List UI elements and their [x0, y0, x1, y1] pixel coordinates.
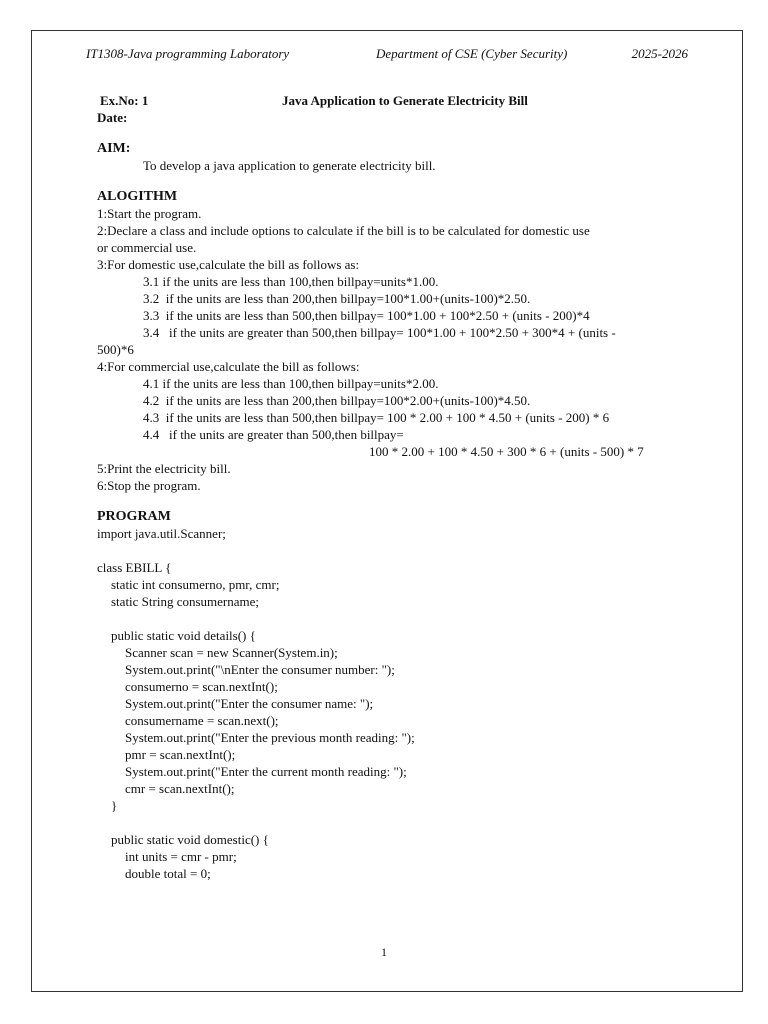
code-line: public static void details() { — [111, 628, 256, 643]
code-line: System.out.print("Enter the previous month reading: "); — [125, 730, 415, 745]
experiment-number: Ex.No: 1 — [100, 93, 149, 108]
code-line: System.out.print("Enter the current month reading: "); — [125, 764, 407, 779]
algorithm-heading: ALOGITHM — [97, 189, 178, 204]
code-line: int units = cmr - pmr; — [125, 849, 237, 864]
code-line — [97, 814, 677, 831]
program-heading: PROGRAM — [97, 509, 171, 524]
algorithm-step: or commercial use. — [97, 240, 197, 255]
code-line: System.out.print("\nEnter the consumer number: "); — [125, 662, 395, 677]
algorithm-substep: 4.4 if the units are greater than 500,then billpay= — [143, 427, 404, 442]
code-line: double total = 0; — [125, 866, 211, 881]
algorithm-substep: 3.1 if the units are less than 100,then billpay=units*1.00. — [143, 274, 439, 289]
page-header — [86, 46, 688, 64]
code-line: System.out.print("Enter the consumer name: "); — [125, 696, 374, 711]
date-label: Date: — [97, 110, 128, 125]
code-line: public static void domestic() { — [111, 832, 269, 847]
header-department: Department of CSE (Cyber Security) — [376, 46, 568, 61]
algorithm-step: 1:Start the program. — [97, 206, 202, 221]
experiment-title-row — [97, 92, 677, 109]
code-line: static String consumername; — [111, 594, 260, 609]
algorithm-substep: 4.3 if the units are less than 500,then billpay= 100 * 2.00 + 100 * 4.50 + (units - 200) * 6 — [143, 410, 610, 425]
algorithm-substep: 3.4 if the units are greater than 500,then billpay= 100*1.00 + 100*2.50 + 300*4 + (units - — [143, 325, 616, 340]
code-line: static int consumerno, pmr, cmr; — [111, 577, 280, 592]
algorithm-substep: 3.3 if the units are less than 500,then billpay= 100*1.00 + 100*2.50 + (units - 200)*4 — [143, 308, 590, 323]
code-line — [97, 610, 677, 627]
code-line: Scanner scan = new Scanner(System.in); — [125, 645, 338, 660]
algorithm-step: 5:Print the electricity bill. — [97, 461, 231, 476]
code-line: consumerno = scan.nextInt(); — [125, 679, 278, 694]
code-line: import java.util.Scanner; — [97, 526, 226, 541]
algorithm-substep: 3.2 if the units are less than 200,then billpay=100*1.00+(units-100)*2.50. — [143, 291, 531, 306]
header-course: IT1308-Java programming Laboratory — [86, 46, 290, 61]
algorithm-substep: 4.1 if the units are less than 100,then billpay=units*2.00. — [143, 376, 439, 391]
code-line: consumername = scan.next(); — [125, 713, 279, 728]
algorithm-substep: 100 * 2.00 + 100 * 4.50 + 300 * 6 + (units - 500) * 7 — [369, 444, 644, 459]
aim-heading: AIM: — [97, 141, 131, 156]
code-line: pmr = scan.nextInt(); — [125, 747, 236, 762]
code-line: class EBILL { — [97, 560, 172, 575]
code-line: cmr = scan.nextInt(); — [125, 781, 235, 796]
algorithm-step: 6:Stop the program. — [97, 478, 201, 493]
code-line: } — [111, 798, 118, 813]
document-body — [97, 92, 677, 882]
header-year: 2025-2026 — [631, 46, 688, 61]
code-line — [97, 542, 677, 559]
algorithm-step: 4:For commercial use,calculate the bill as follows: — [97, 359, 360, 374]
algorithm-substep: 4.2 if the units are less than 200,then billpay=100*2.00+(units-100)*4.50. — [143, 393, 531, 408]
aim-text: To develop a java application to generate electricity bill. — [143, 158, 436, 173]
algorithm-step: 3:For domestic use,calculate the bill as follows as: — [97, 257, 360, 272]
page-number: 1 — [381, 945, 387, 959]
experiment-title: Java Application to Generate Electricity Bill — [282, 93, 528, 108]
algorithm-step: 2:Declare a class and include options to calculate if the bill is to be calculated for domestic use — [97, 223, 590, 238]
algorithm-substep: 500)*6 — [97, 342, 134, 357]
